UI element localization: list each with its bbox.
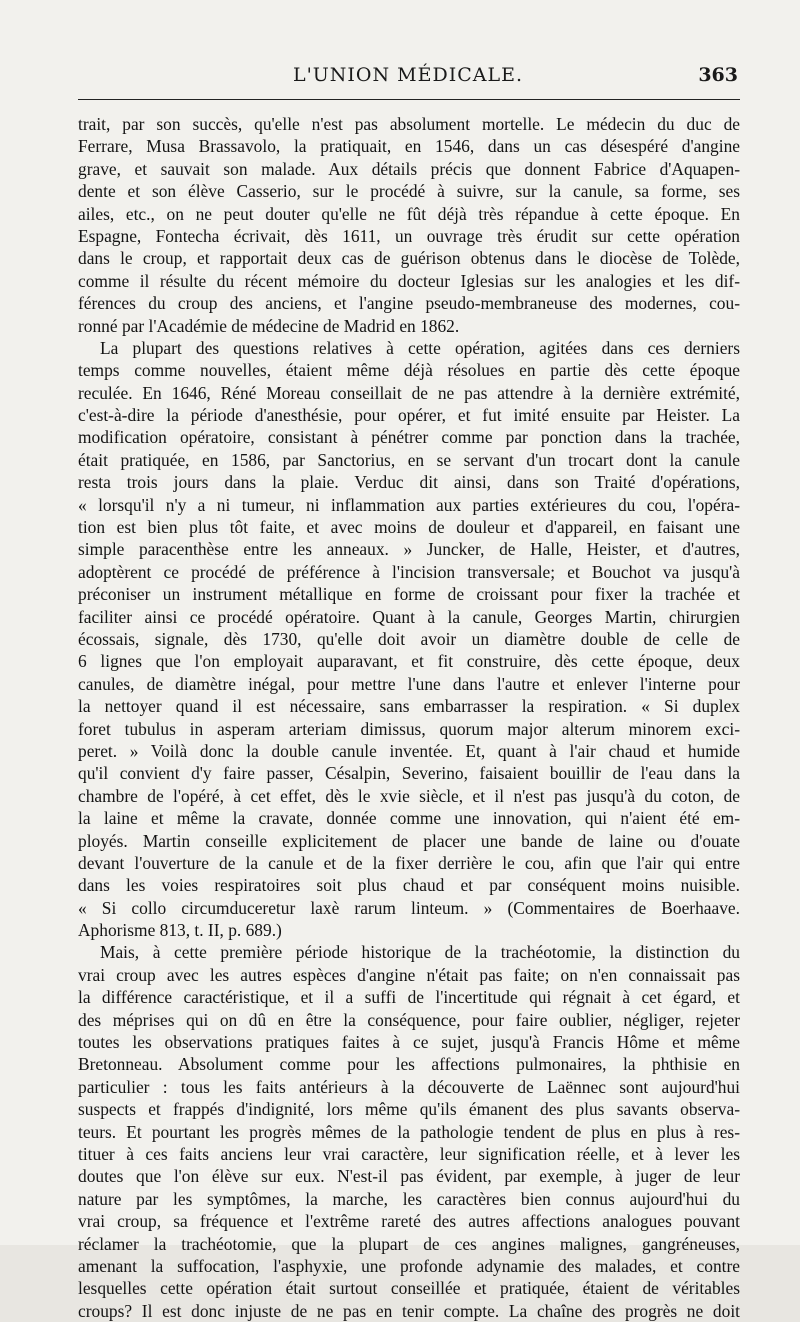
- text-line: Espagne, Fontecha écrivait, dès 1611, un ouvrage très érudit sur cette opération: [78, 225, 740, 246]
- text-line: peret. » Voilà donc la double canule inventée. Et, quant à l'air chaud et humide: [78, 740, 740, 761]
- text-line: faciliter ainsi ce procédé opératoire. Quant à la canule, Georges Martin, chirurgien: [78, 606, 740, 627]
- text-line: canules, de diamètre inégal, pour mettre l'une dans l'autre et enlever l'interne pour: [78, 673, 740, 694]
- text-line: trait, par son succès, qu'elle n'est pas absolument mortelle. Le médecin du duc de: [78, 114, 740, 134]
- text-line: tituer à ces faits anciens leur vrai caractère, leur signification réelle, et à lever les: [78, 1143, 740, 1164]
- body-text: [78, 113, 740, 1322]
- text-line: amenant la suffocation, l'asphyxie, une profonde adynamie des malades, et contre: [78, 1255, 740, 1276]
- text-line: nature par les symptômes, la marche, les caractères bien connus aujourd'hui du: [78, 1188, 740, 1209]
- text-line: férences du croup des anciens, et l'angine pseudo-membraneuse des modernes, cou-: [78, 293, 740, 314]
- text-line: toutes les observations pratiques faites à ce sujet, jusqu'à Francis Hôme et même: [78, 1032, 740, 1053]
- text-line: la laine et même la cravate, donnée comme une innovation, qui n'aient été em-: [78, 808, 740, 829]
- text-line: modification opératoire, consistant à pénétrer comme par ponction dans la trachée,: [78, 427, 740, 448]
- text-line: grave, et sauvait son malade. Aux détails précis que donnent Fabrice d'Aquapen-: [78, 158, 740, 179]
- text-line: particulier : tous les faits antérieurs à la découverte de Laënnec sont aujourd'hui: [78, 1076, 740, 1097]
- text-line: la nettoyer quand il est nécessaire, sans embarrasser la respiration. « Si duplex: [78, 696, 740, 717]
- text-line: « Si collo circumduceretur laxè rarum linteum. » (Commentaires de Boerhaave.: [78, 897, 740, 918]
- text-line: lesquelles cette opération était surtout conseillée et pratiquée, étaient de véritables: [78, 1278, 740, 1299]
- text-line: des méprises qui on dû en être la conséquence, pour faire oublier, négliger, rejeter: [78, 1009, 740, 1030]
- text-line: 6 lignes que l'on employait auparavant, et fit construire, dès cette époque, deux: [78, 651, 740, 672]
- text-line: dans les voies respiratoires soit plus chaud et par conséquent moins nuisible.: [78, 875, 740, 896]
- text-line: Aphorisme 813, t. II, p. 689.): [78, 920, 282, 941]
- text-line: c'est-à-dire la période d'anesthésie, pour opérer, et fut imité ensuite par Heister. La: [78, 405, 740, 426]
- text-line: écossais, signale, dès 1730, qu'elle doit avoir un diamètre double de celle de: [78, 628, 740, 649]
- text-line: la différence caractéristique, et il a suffi de l'incertitude qui régnait à cet égard, et: [78, 987, 740, 1008]
- page-header: [78, 64, 738, 98]
- text-line: reculée. En 1646, Réné Moreau conseillait de ne pas attendre à la dernière extrémité,: [78, 382, 740, 403]
- text-line: Mais, à cette première période historique de la trachéotomie, la distinction du: [100, 942, 740, 963]
- header-rule: [78, 99, 740, 100]
- text-line: qu'il convient d'y faire passer, Césalpin, Severino, faisaient bouillir de l'eau dans la: [78, 763, 740, 784]
- text-line: Bretonneau. Absolument comme pour les affections pulmonaires, la phthisie en: [78, 1054, 740, 1075]
- text-line: préconiser un instrument métallique en forme de croissant pour fixer la trachée et: [78, 584, 740, 605]
- text-line: ployés. Martin conseille explicitement de placer une bande de laine ou d'ouate: [78, 830, 740, 851]
- text-line: teurs. Et pourtant les progrès mêmes de la pathologie tendent de plus en plus à res-: [78, 1121, 740, 1142]
- text-line: resta trois jours dans la plaie. Verduc dit ainsi, dans son Traité d'opérations,: [78, 472, 740, 493]
- text-line: temps comme nouvelles, étaient même déjà résolues en partie dès cette époque: [78, 360, 740, 381]
- text-line: réclamer la trachéotomie, que la plupart de ces angines malignes, gangréneuses,: [78, 1233, 740, 1254]
- text-line: suspects et frappés d'indignité, lors même qu'ils émanent des plus savants observa-: [78, 1099, 740, 1120]
- text-line: dans le croup, et rapportait deux cas de guérison obtenus dans le diocèse de Tolède,: [78, 248, 740, 269]
- text-line: devant l'ouverture de la canule et de la fixer derrière le cou, afin que l'air qui entre: [78, 852, 740, 873]
- text-line: La plupart des questions relatives à cette opération, agitées dans ces derniers: [100, 337, 740, 358]
- text-line: simple paracenthèse entre les anneaux. » Juncker, de Halle, Heister, et d'autres,: [78, 539, 740, 560]
- text-line: vrai croup avec les autres espèces d'angine n'était pas faite; on n'en connaissait pas: [78, 964, 740, 985]
- text-line: Ferrare, Musa Brassavolo, la pratiquait, en 1546, dans un cas désespéré d'angine: [78, 136, 740, 157]
- text-line: croups? Il est donc injuste de ne pas en tenir compte. La chaîne des progrès ne doit: [78, 1300, 740, 1321]
- text-line: adoptèrent ce procédé de préférence à l'incision transversale; et Bouchot va jusqu'à: [78, 561, 740, 582]
- text-line: vrai croup, sa fréquence et l'extrême rareté des autres affections analogues pouvant: [78, 1211, 740, 1232]
- text-line: foret tubulus in asperam arteriam dimissus, quorum major alterum minorem exci-: [78, 718, 740, 739]
- text-line: doutes que l'on élève sur eux. N'est-il pas évident, par exemple, à juger de leur: [78, 1166, 740, 1187]
- text-line: comme il résulte du récent mémoire du docteur Iglesias sur les analogies et les dif-: [78, 270, 740, 291]
- text-line: tion est bien plus tôt faite, et avec moins de douleur et d'appareil, en faisant une: [78, 517, 740, 538]
- running-title: L'UNION MÉDICALE.: [292, 64, 524, 86]
- text-line: ailes, etc., on ne peut douter qu'elle ne fût déjà très répandue à cette époque. En: [78, 203, 740, 224]
- page-number: 363: [698, 64, 738, 86]
- text-line: chambre de l'opéré, à cet effet, dès le xvie siècle, et il n'est pas jusqu'à du coton, de: [78, 785, 740, 806]
- text-line: ronné par l'Académie de médecine de Madrid en 1862.: [78, 315, 460, 336]
- text-line: dente et son élève Casserio, sur le procédé à suivre, sur la canule, sa forme, ses: [78, 181, 740, 202]
- text-line: était pratiquée, en 1586, par Sanctorius, en se servant d'un trocart dont la canule: [78, 449, 740, 470]
- text-line: « lorsqu'il n'y a ni tumeur, ni inflammation aux parties extérieures du cou, l'opéra-: [78, 494, 740, 515]
